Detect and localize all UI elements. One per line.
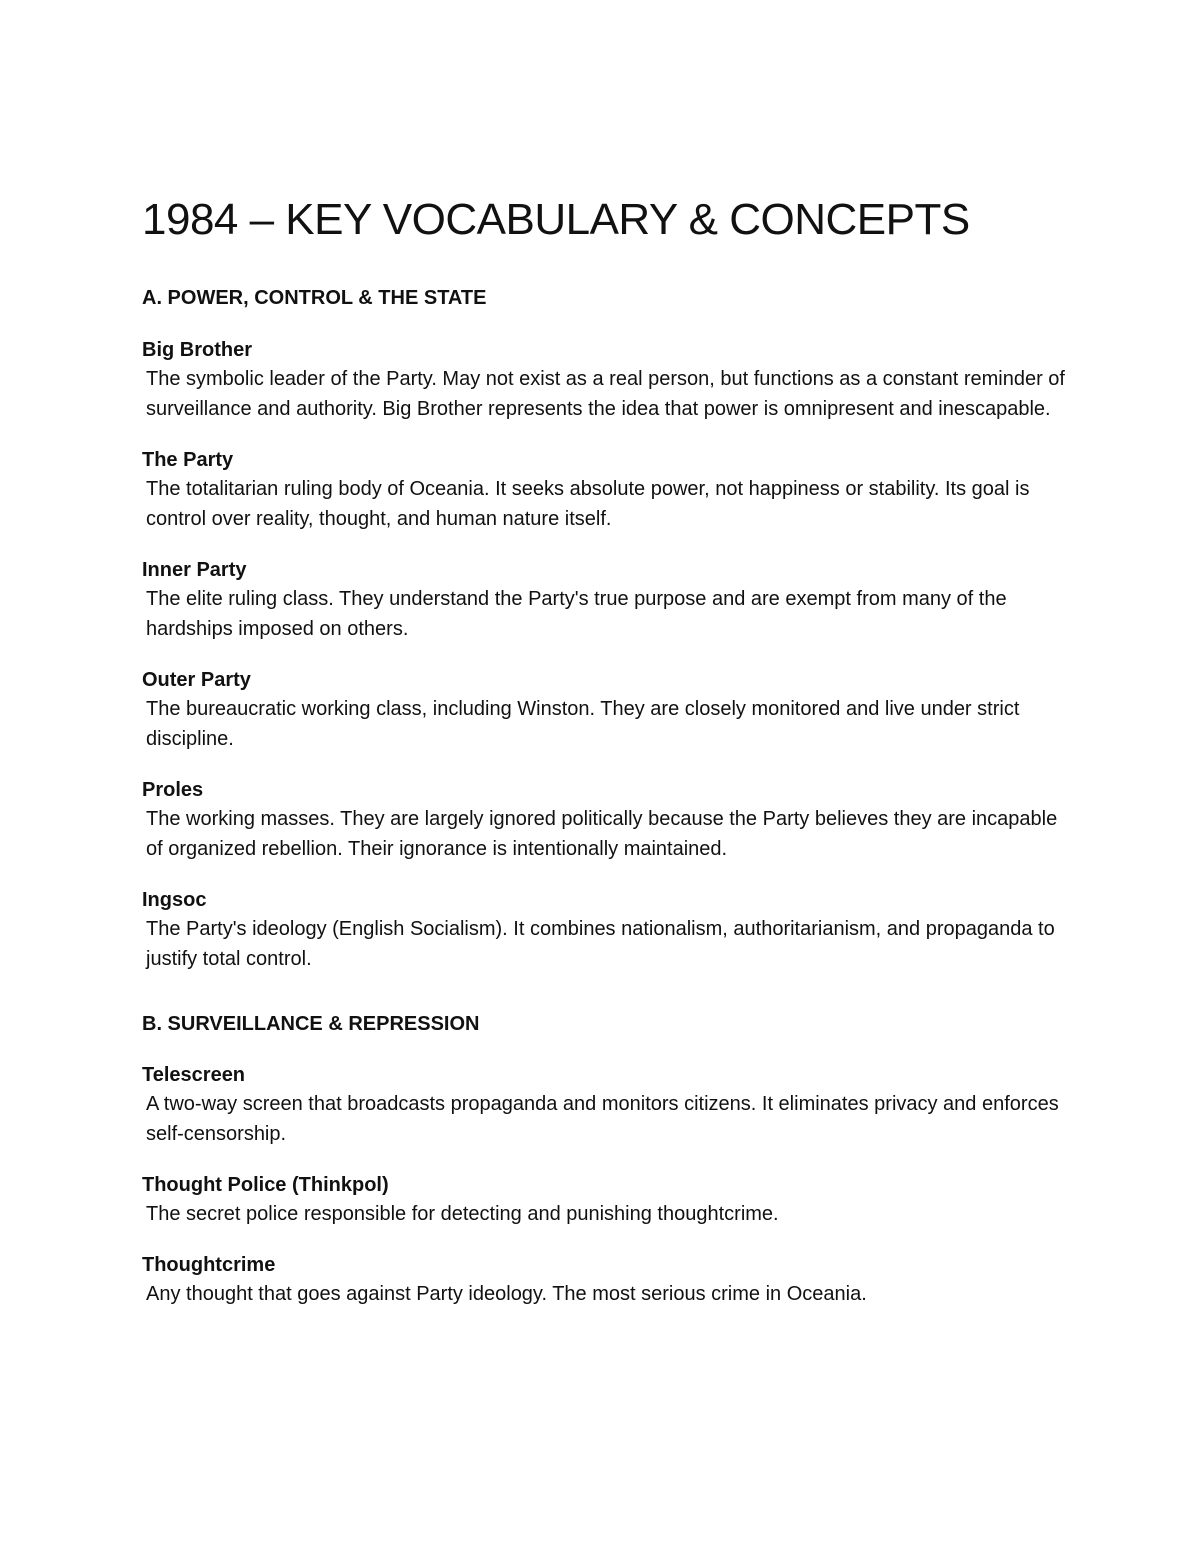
term: Thoughtcrime [142, 1254, 276, 1276]
section-surveillance-repression [142, 1011, 1067, 1309]
entry-inner-party [142, 556, 1067, 644]
entry-telescreen [142, 1061, 1067, 1149]
entry-big-brother [142, 336, 1067, 424]
entry-ingsoc [142, 886, 1067, 974]
entry-outer-party [142, 666, 1067, 754]
definition: The secret police responsible for detecting and punishing thoughtcrime. [146, 1203, 779, 1225]
term: Telescreen [142, 1064, 246, 1086]
entry-the-party [142, 446, 1067, 534]
term: Thought Police (Thinkpol) [142, 1174, 389, 1196]
document-page [142, 192, 1067, 1309]
definition: The bureaucratic working class, including Winston. They are closely monitored and live under strict discipline. [146, 698, 1020, 750]
term: Proles [142, 779, 204, 801]
definition: The working masses. They are largely ignored politically because the Party believes they are incapable of organized rebellion. Their ignorance is intentionally maintained. [146, 808, 1058, 860]
term: Big Brother [142, 339, 252, 361]
term: Ingsoc [142, 889, 207, 911]
definition: The symbolic leader of the Party. May not exist as a real person, but functions as a constant reminder of surveillance and authority. Big Brother represents the idea that power is omnipresent and inescapable. [146, 368, 1065, 420]
document-title: 1984 – KEY VOCABULARY & CONCEPTS [142, 195, 970, 244]
term: Outer Party [142, 669, 251, 691]
term: The Party [142, 449, 234, 471]
definition: A two-way screen that broadcasts propaganda and monitors citizens. It eliminates privacy and enforces self-censorship. [146, 1093, 1059, 1145]
definition: The Party's ideology (English Socialism). It combines nationalism, authoritarianism, and propaganda to justify total control. [146, 918, 1055, 970]
term: Inner Party [142, 559, 247, 581]
section-power-control-state [142, 285, 1067, 974]
entry-thought-police [142, 1171, 1067, 1229]
definition: The elite ruling class. They understand the Party's true purpose and are exempt from many of the hardships imposed on others. [146, 588, 1007, 640]
definition: The totalitarian ruling body of Oceania. It seeks absolute power, not happiness or stability. Its goal is control over reality, thought, and human nature itself. [146, 478, 1030, 530]
entry-proles [142, 776, 1067, 864]
definition: Any thought that goes against Party ideology. The most serious crime in Oceania. [146, 1283, 867, 1305]
entry-thoughtcrime [142, 1251, 1067, 1309]
section-heading: A. POWER, CONTROL & THE STATE [142, 287, 487, 309]
section-heading: B. SURVEILLANCE & REPRESSION [142, 1013, 480, 1035]
